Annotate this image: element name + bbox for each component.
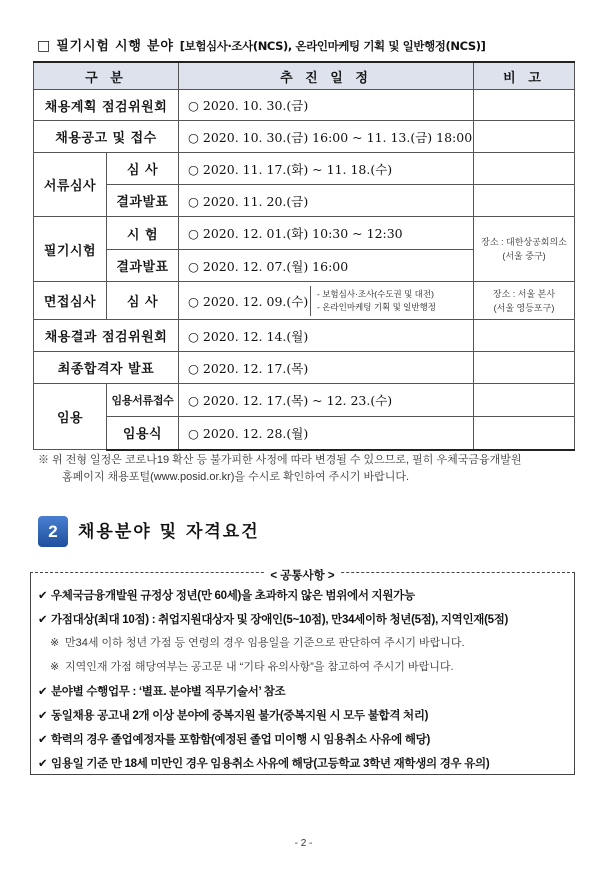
header-category: 구 분 — [34, 62, 179, 90]
subcategory-cell: 시 험 — [107, 217, 179, 250]
list-item-text: 우체국금융개발원 규정상 정년(만 60세)을 초과하지 않은 범위에서 지원가능 — [51, 590, 415, 602]
category-cell: 채용공고 및 접수 — [34, 121, 179, 153]
page-number: - 2 - — [294, 838, 313, 849]
title-main: 필기시험 시행 분야 — [56, 39, 174, 54]
list-item-text: 분야별 수행업무 : ‘별표. 분야별 직무기술서’ 참조 — [51, 686, 286, 698]
table-row — [34, 90, 575, 121]
list-item-text: 학력의 경우 졸업예정자를 포함함(예정된 졸업 미이행 시 임용취소 사유에 해당) — [51, 734, 430, 746]
date-cell: ○ 2020. 12. 01.(화) 10:30 ~ 12:30 — [179, 217, 474, 250]
list-item-note — [38, 631, 572, 655]
table-row — [34, 282, 575, 320]
list-item — [38, 751, 572, 775]
check-icon: ✔ — [38, 732, 48, 746]
interview-details — [310, 286, 436, 316]
notice-line: 홈페이지 채용포털(www.posid.or.kr)을 수시로 확인하여 주시기 바랍니다. — [62, 471, 410, 483]
date-cell: ○ 2020. 12. 17.(목) — [179, 352, 474, 384]
section-number-badge: 2 — [38, 516, 68, 547]
category-cell: 채용계획 점검위원회 — [34, 90, 179, 121]
check-icon: ✔ — [38, 708, 48, 722]
category-cell: 서류심사 — [34, 153, 107, 217]
subcategory-cell: 임용식 — [107, 417, 179, 450]
common-requirements-box — [30, 572, 575, 775]
list-item — [38, 727, 572, 751]
date-cell — [179, 282, 474, 320]
reference-mark-icon: ※ — [50, 636, 60, 649]
category-cell: 임용 — [34, 384, 107, 450]
table-row — [34, 384, 575, 417]
schedule-change-notice — [38, 452, 578, 486]
reference-mark-icon: ※ — [50, 660, 60, 673]
header-schedule: 추 진 일 정 — [179, 62, 474, 90]
remarks-cell — [474, 90, 575, 121]
subcategory-cell: 임용서류접수 — [107, 384, 179, 417]
check-icon: ✔ — [38, 684, 48, 698]
requirements-heading — [31, 564, 574, 582]
table-row — [34, 352, 575, 384]
list-item — [38, 607, 572, 631]
notice-line: ※ 위 전형 일정은 코로나19 확산 등 불가피한 사정에 따라 변경될 수 있으므로, 필히 우체국금융개발원 — [38, 454, 522, 466]
square-bullet-icon: □ — [37, 38, 51, 54]
category-cell: 채용결과 점검위원회 — [34, 320, 179, 352]
subcategory-cell: 결과발표 — [107, 250, 179, 282]
date-cell: ○ 2020. 12. 07.(월) 16:00 — [179, 250, 474, 282]
date-cell: ○ 2020. 10. 30.(금) — [179, 90, 474, 121]
table-row — [34, 153, 575, 185]
remarks-cell — [474, 320, 575, 352]
remarks-cell — [474, 282, 575, 320]
check-icon: ✔ — [38, 588, 48, 602]
list-item-text: 가점대상(최대 10점) : 취업지원대상자 및 장애인(5~10점), 만34세이하 청년(5점), 지역인재(5점) — [51, 614, 509, 626]
detail-line: - 보험심사·조사(수도권 및 대전) — [317, 288, 434, 299]
remarks-location-detail: (서울 영등포구) — [493, 302, 555, 313]
list-item — [38, 679, 572, 703]
header-remarks: 비 고 — [474, 62, 575, 90]
list-item-text: 만34세 이하 청년 가점 등 연령의 경우 임용일을 기준으로 판단하여 주시기 바랍니다. — [65, 637, 465, 649]
remarks-cell — [474, 352, 575, 384]
category-cell: 필기시험 — [34, 217, 107, 282]
table-row — [34, 121, 575, 153]
list-item-note — [38, 655, 572, 679]
check-icon: ✔ — [38, 612, 48, 626]
table-row — [34, 185, 575, 217]
table-row — [34, 320, 575, 352]
date-text: ○ 2020. 12. 09.(수) — [188, 293, 309, 309]
title-fields: [보험심사·조사(NCS), 온라인마케팅 기획 및 일반행정(NCS)] — [179, 39, 486, 53]
date-cell: ○ 2020. 12. 14.(월) — [179, 320, 474, 352]
list-item-text: 임용일 기준 만 18세 미만인 경우 임용취소 사유에 해당(고등학교 3학년 재학생의 경우 유의) — [51, 758, 490, 770]
remarks-location: 장소 : 대한상공회의소 — [481, 237, 567, 247]
list-item-text: 지역인재 가점 해당여부는 공고문 내 “기타 유의사항”을 참고하여 주시기 바랍니다. — [65, 661, 454, 673]
check-icon: ✔ — [38, 756, 48, 770]
category-cell: 최종합격자 발표 — [34, 352, 179, 384]
date-cell: ○ 2020. 10. 30.(금) 16:00 ~ 11. 13.(금) 18:00 — [179, 121, 474, 153]
date-cell: ○ 2020. 12. 28.(월) — [179, 417, 474, 450]
section-title-written-exam — [37, 36, 577, 56]
section-heading: 채용분야 및 자격요건 — [78, 522, 260, 542]
remarks-cell — [474, 185, 575, 217]
remarks-location: 장소 : 서울 본사 — [492, 288, 556, 299]
remarks-cell — [474, 153, 575, 185]
date-cell: ○ 2020. 11. 17.(화) ~ 11. 18.(수) — [179, 153, 474, 185]
schedule-table — [33, 61, 575, 451]
list-item — [38, 583, 572, 607]
remarks-cell — [474, 217, 575, 282]
subcategory-cell: 결과발표 — [107, 185, 179, 217]
remarks-location-detail: (서울 중구) — [502, 251, 546, 261]
remarks-cell — [474, 384, 575, 417]
remarks-cell — [474, 417, 575, 450]
date-cell: ○ 2020. 11. 20.(금) — [179, 185, 474, 217]
date-with-details — [188, 286, 473, 316]
requirements-list — [38, 583, 572, 775]
date-cell: ○ 2020. 12. 17.(목) ~ 12. 23.(수) — [179, 384, 474, 417]
schedule-header-row — [34, 62, 575, 90]
subcategory-cell: 심 사 — [107, 282, 179, 320]
category-cell: 면접심사 — [34, 282, 107, 320]
table-row — [34, 417, 575, 450]
detail-line: - 온라인마케팅 기획 및 일반행정 — [317, 301, 437, 312]
list-item-text: 동일채용 공고내 2개 이상 분야에 중복지원 불가(중복지원 시 모두 불합격 처리) — [51, 710, 429, 722]
subcategory-cell: 심 사 — [107, 153, 179, 185]
table-row — [34, 217, 575, 250]
requirements-heading-text: < 공통사항 > — [264, 570, 340, 582]
remarks-cell — [474, 121, 575, 153]
list-item — [38, 703, 572, 727]
